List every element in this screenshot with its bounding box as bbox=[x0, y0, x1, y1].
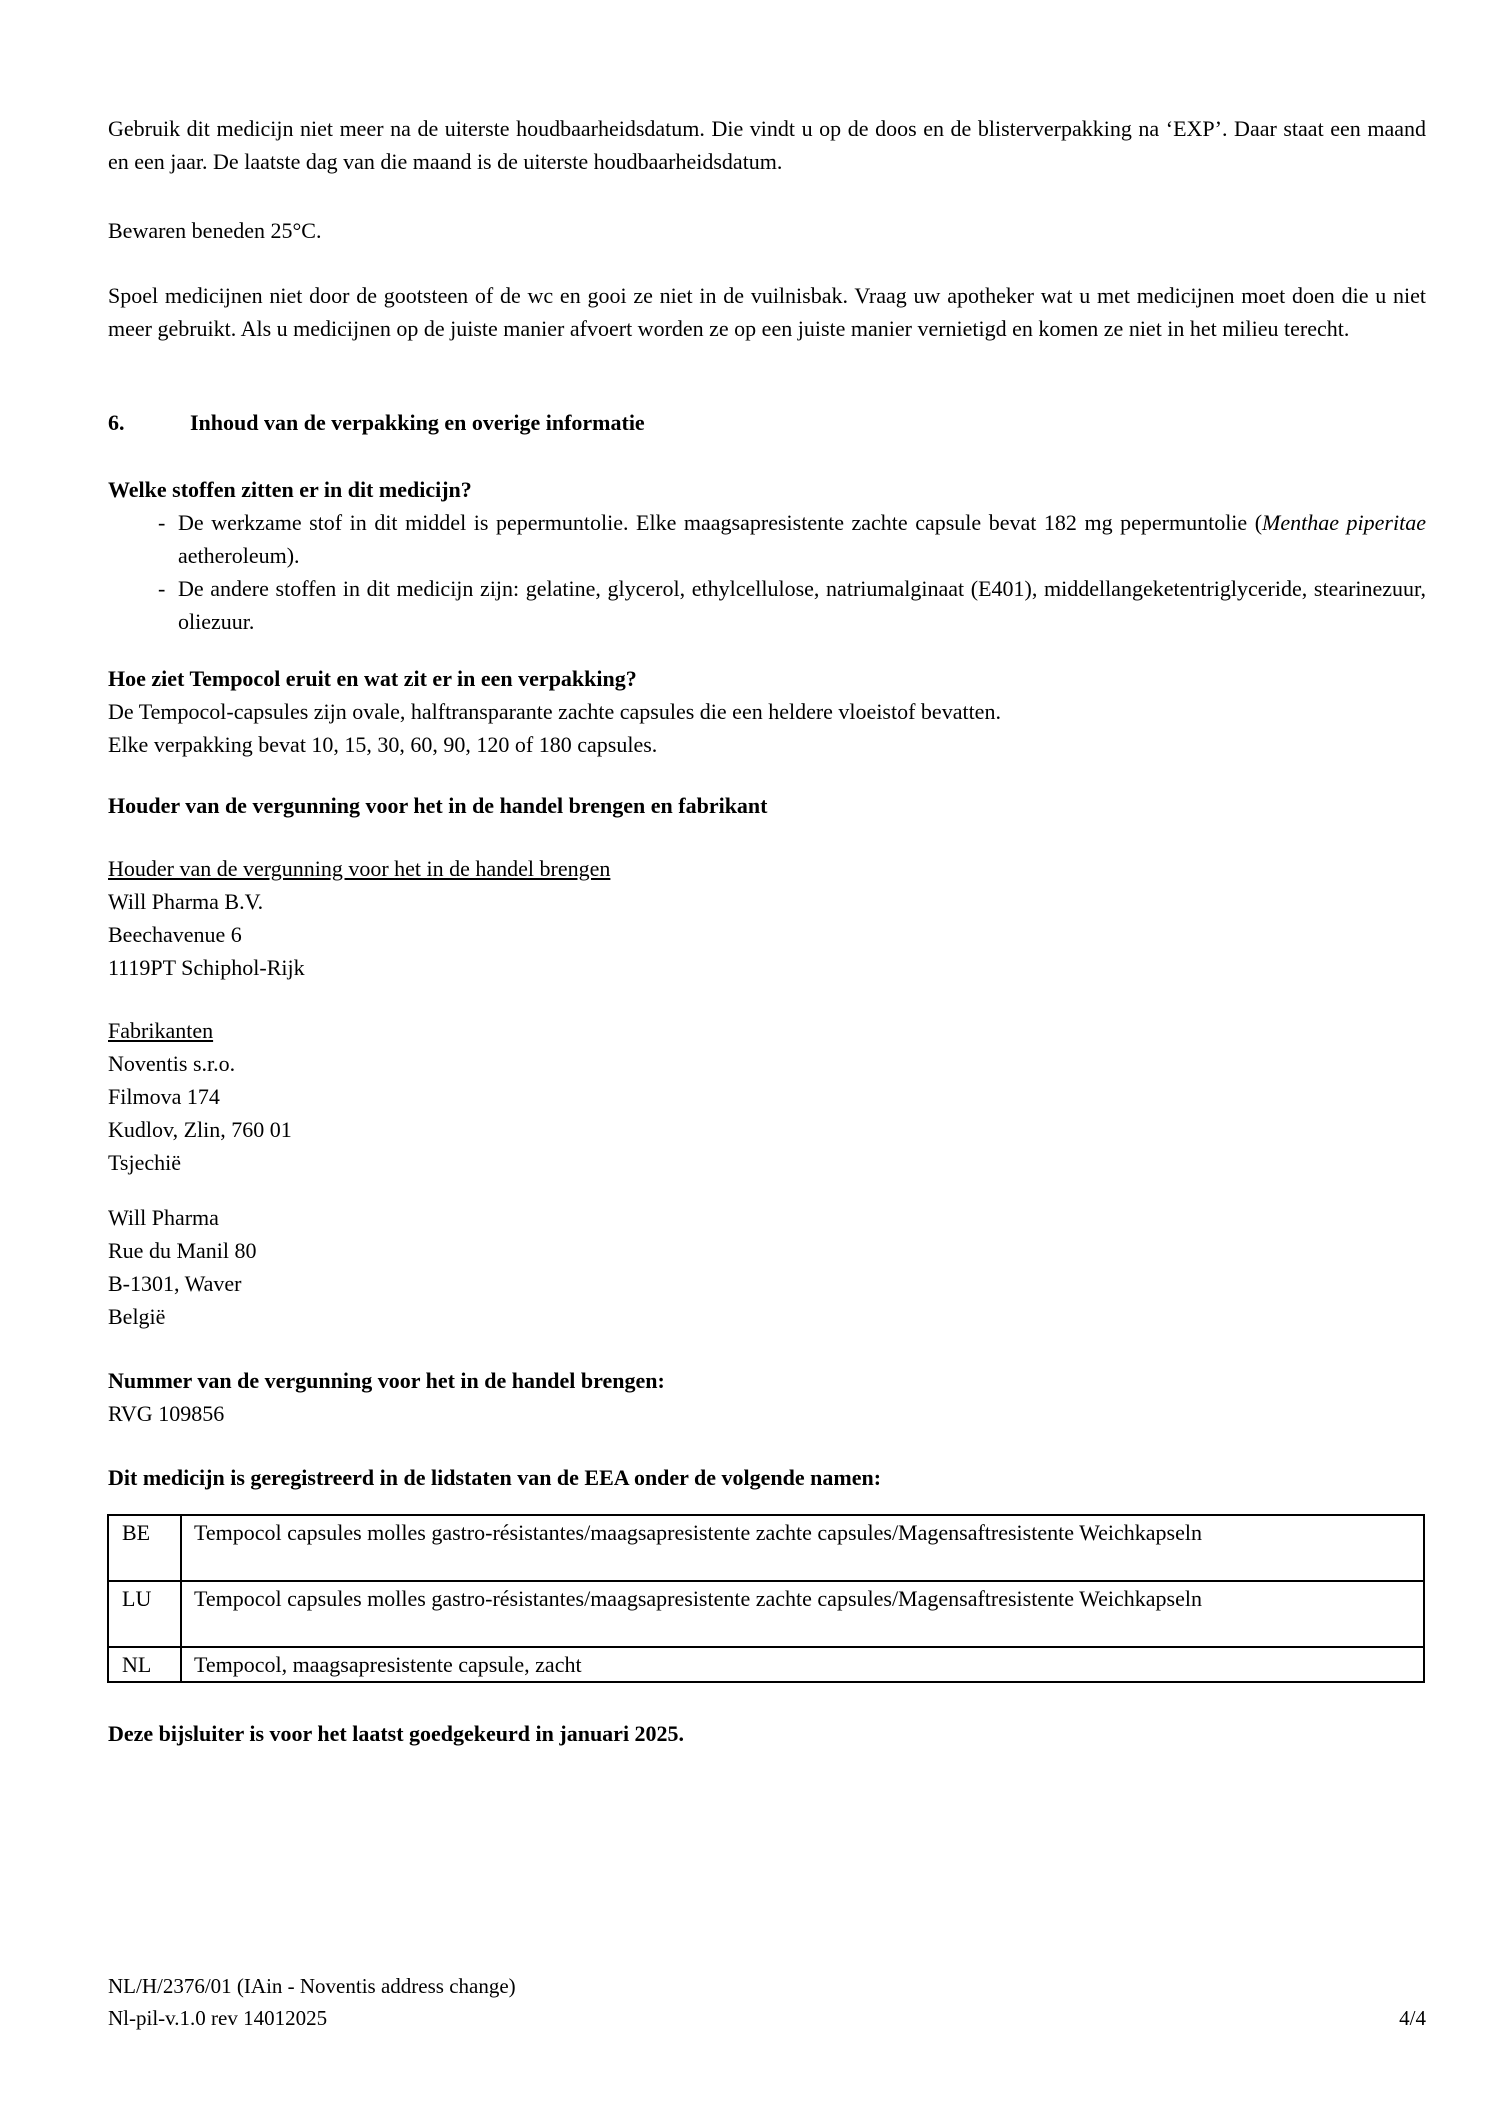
manufacturer2-street: Rue du Manil 80 bbox=[108, 1238, 257, 1263]
license-number: RVG 109856 bbox=[108, 1401, 225, 1426]
active-substance-text-end: aetheroleum). bbox=[178, 543, 300, 568]
manufacturer2-block bbox=[108, 1201, 1426, 1333]
manufacturer2-country: België bbox=[108, 1304, 166, 1329]
table-row bbox=[108, 1581, 1424, 1647]
active-substance-text: De werkzame stof in dit middel is pepermuntolie. Elke maagsapresistente zachte capsule bevat 182 mg pepermuntolie ( bbox=[178, 510, 1263, 535]
list-item-active-substance bbox=[108, 506, 1426, 572]
product-name-cell: Tempocol capsules molles gastro-résistantes/maagsapresistente zachte capsules/Magensaftresistente Weichkapseln bbox=[181, 1581, 1424, 1647]
manufacturer1-country: Tsjechië bbox=[108, 1150, 181, 1175]
appearance-block bbox=[108, 662, 1426, 761]
manufacturers-subheading: Fabrikanten bbox=[108, 1018, 214, 1043]
country-code-cell: NL bbox=[108, 1647, 181, 1682]
other-substances-text: De andere stoffen in dit medicijn zijn: gelatine, glycerol, ethylcellulose, natriumalginaat (E401), middellangeketentriglyceride, stearinezuur, oliezuur. bbox=[178, 576, 1426, 634]
list-item-other-substances bbox=[108, 572, 1426, 638]
latin-name-italic: Menthae piperitae bbox=[1262, 510, 1426, 535]
product-name-cell: Tempocol capsules molles gastro-résistantes/maagsapresistente zachte capsules/Magensaftresistente Weichkapseln bbox=[181, 1515, 1424, 1581]
footer-page-number: 4/4 bbox=[1399, 2006, 1426, 2030]
manufacturer2-city: B-1301, Waver bbox=[108, 1271, 242, 1296]
table-row bbox=[108, 1515, 1424, 1581]
license-block bbox=[108, 1364, 1426, 1430]
section-6-title: Inhoud van de verpakking en overige informatie bbox=[190, 410, 645, 435]
manufacturer2-company: Will Pharma bbox=[108, 1205, 219, 1230]
substances-list bbox=[108, 506, 1426, 638]
holder-street: Beechavenue 6 bbox=[108, 922, 242, 947]
section-6-heading bbox=[108, 406, 1426, 439]
footer-procedure-number: NL/H/2376/01 (IAin - Noventis address change) bbox=[108, 1974, 516, 1998]
holder-city: 1119PT Schiphol-Rijk bbox=[108, 955, 305, 980]
list-dash: - bbox=[158, 510, 166, 535]
substances-heading: Welke stoffen zitten er in dit medicijn? bbox=[108, 477, 472, 502]
appearance-heading: Hoe ziet Tempocol eruit en wat zit er in een verpakking? bbox=[108, 666, 637, 691]
appearance-line2: Elke verpakking bevat 10, 15, 30, 60, 90, 120 of 180 capsules. bbox=[108, 732, 658, 757]
mah-heading: Houder van de vergunning voor het in de handel brengen en fabrikant bbox=[108, 793, 768, 818]
holder-company: Will Pharma B.V. bbox=[108, 889, 264, 914]
page-footer bbox=[108, 1970, 1426, 2034]
table-row bbox=[108, 1647, 1424, 1682]
footer-version: Nl-pil-v.1.0 rev 14012025 bbox=[108, 2006, 328, 2030]
country-code-cell: BE bbox=[108, 1515, 181, 1581]
manufacturer1-street: Filmova 174 bbox=[108, 1084, 220, 1109]
page-content bbox=[108, 0, 1426, 1750]
approval-statement: Deze bijsluiter is voor het laatst goedgekeurd in januari 2025. bbox=[108, 1721, 685, 1746]
manufacturer1-company: Noventis s.r.o. bbox=[108, 1051, 236, 1076]
license-heading: Nummer van de vergunning voor het in de handel brengen: bbox=[108, 1368, 665, 1393]
country-code-cell: LU bbox=[108, 1581, 181, 1647]
holder-subheading: Houder van de vergunning voor het in de handel brengen bbox=[108, 856, 611, 881]
paragraph-storage: Bewaren beneden 25°C. bbox=[108, 218, 322, 243]
eea-names-table bbox=[107, 1514, 1425, 1683]
manufacturer1-city: Kudlov, Zlin, 760 01 bbox=[108, 1117, 292, 1142]
eea-heading: Dit medicijn is geregistreerd in de lidstaten van de EEA onder de volgende namen: bbox=[108, 1465, 882, 1490]
paragraph-expiry-date: Gebruik dit medicijn niet meer na de uiterste houdbaarheidsdatum. Die vindt u op de doos en de blisterverpakking na ‘EXP’. Daar staat een maand en een jaar. De laatste dag van die maand is de uiterste houdbaarheidsdatum. bbox=[108, 116, 1426, 174]
appearance-line1: De Tempocol-capsules zijn ovale, halftransparante zachte capsules die een heldere vloeistof bevatten. bbox=[108, 699, 1001, 724]
holder-block bbox=[108, 852, 1426, 984]
section-6-number: 6. bbox=[108, 410, 125, 435]
list-dash: - bbox=[158, 576, 166, 601]
manufacturer1-block bbox=[108, 1014, 1426, 1179]
product-name-cell: Tempocol, maagsapresistente capsule, zacht bbox=[181, 1647, 1424, 1682]
paragraph-disposal: Spoel medicijnen niet door de gootsteen of de wc en gooi ze niet in de vuilnisbak. Vraag uw apotheker wat u met medicijnen moet doen die u niet meer gebruikt. Als u medicijnen op de juiste manier afvoert worden ze op een juiste manier vernietigd en komen ze niet in het milieu terecht. bbox=[108, 283, 1426, 341]
footer-line2 bbox=[108, 2002, 1426, 2034]
